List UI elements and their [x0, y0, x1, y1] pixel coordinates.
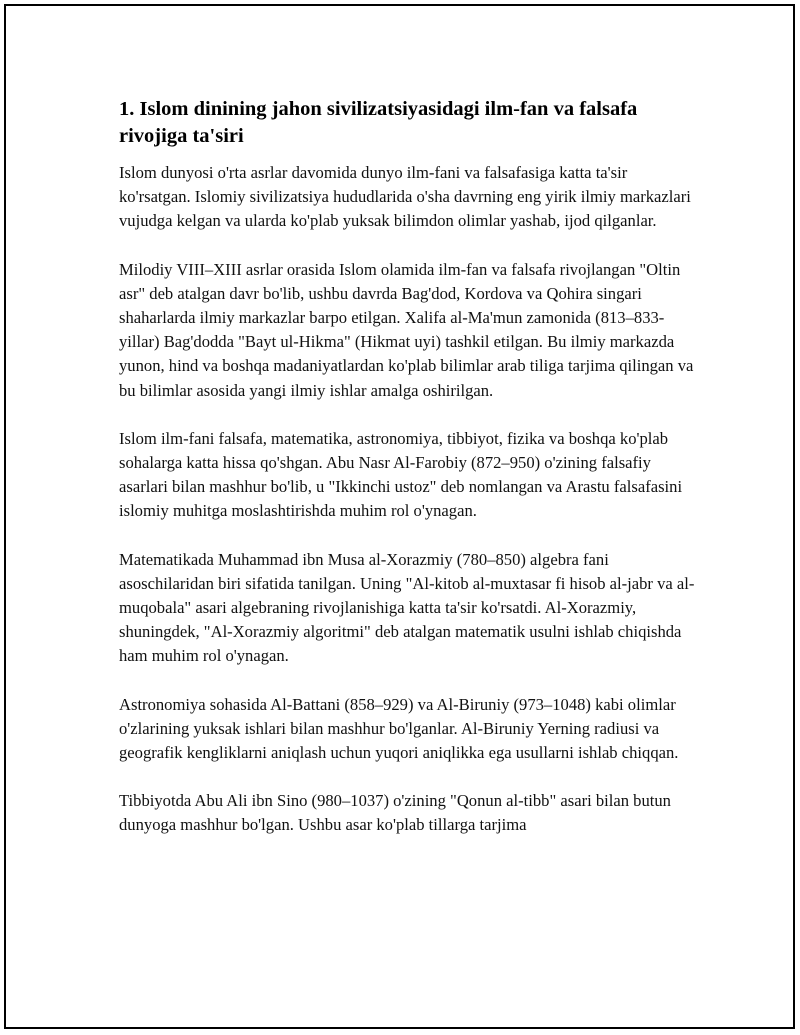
paragraph-medicine: Tibbiyotda Abu Ali ibn Sino (980–1037) o'zining "Qonun al-tibb" asari bilan butun dunyoga mashhur bo'lgan. Ushbu asar ko'plab tillarga tarjima	[119, 791, 671, 835]
paragraph-golden-age: Milodiy VIII–XIII asrlar orasida Islom olamida ilm-fan va falsafa rivojlangan "Oltin asr" deb atalgan davr bo'lib, ushbu davrda Bag'dod, Kordova va Qohira singari shaharlarda ilmiy markazlar barpo etilgan. Xalifa al-Ma'mun zamonida (813–833-yillar) Bag'dodda "Bayt ul-Hikma" (Hikmat uyi) tashkil etilgan. Bu ilmiy markazda yunon, hind va boshqa madaniyatlardan ko'plab bilimlar arab tiliga tarjima qilingan va bu bilimlar asosida yangi ilmiy ishlar amalga oshirilgan.	[119, 259, 694, 400]
document-page	[4, 4, 795, 1029]
document-content	[119, 96, 699, 862]
paragraph-mathematics: Matematikada Muhammad ibn Musa al-Xorazmiy (780–850) algebra fani asoschilaridan biri sifatida tanilgan. Uning "Al-kitob al-muxtasar fi hisob al-jabr va al-muqobala" asari algebraning rivojlanishiga katta ta'sir ko'rsatdi. Al-Xorazmiy, shuningdek, "Al-Xorazmiy algoritmi" deb atalgan matematik usulni ishlab chiqishda ham muhim rol o'ynagan.	[119, 549, 695, 666]
section-heading: 1. Islom dinining jahon sivilizatsiyasidagi ilm-fan va falsafa rivojiga ta'siri	[119, 98, 638, 147]
paragraph-astronomy: Astronomiya sohasida Al-Battani (858–929) va Al-Biruniy (973–1048) kabi olimlar o'zlarining yuksak ishlari bilan mashhur bo'lganlar. Al-Biruniy Yerning radiusi va geografik kengliklarni aniqlash uchun yuqori aniqlikka ega usullarni ishlab chiqqan.	[119, 694, 679, 763]
paragraph-sciences: Islom ilm-fani falsafa, matematika, astronomiya, tibbiyot, fizika va boshqa ko'plab sohalarga katta hissa qo'shgan. Abu Nasr Al-Farobiy (872–950) o'zining falsafiy asarlari bilan mashhur bo'lib, u "Ikkinchi ustoz" deb nomlangan va Arastu falsafasini islomiy muhitga moslashtirishda muhim rol o'ynagan.	[119, 428, 683, 521]
paragraph-intro: Islom dunyosi o'rta asrlar davomida dunyo ilm-fani va falsafasiga katta ta'sir ko'rsatgan. Islomiy sivilizatsiya hududlarida o'sha davrning eng yirik ilmiy markazlari vujudga kelgan va ularda ko'plab yuksak bilimdon olimlar yashab, ijod qilganlar.	[119, 163, 691, 231]
